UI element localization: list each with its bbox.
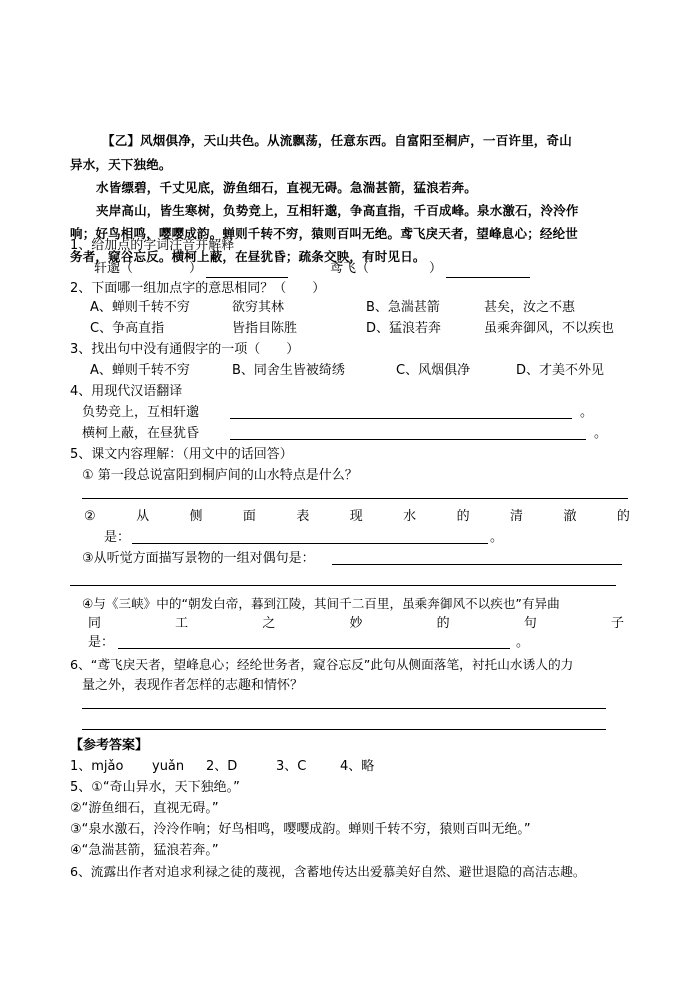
q5-item-2-spread — [84, 508, 630, 526]
q2-option-d-compare: 虽乘奔御风，不以疾也 — [484, 321, 615, 336]
passage-line-6: 务者，窥谷忘反。横柯上蔽，在昼犹昏；疏条交映，有时见日。 — [70, 249, 426, 264]
q2-title: 2、下面哪一组加点字的意思相同？（ ） — [70, 281, 326, 296]
q5-item-2-char: 的 — [616, 509, 630, 524]
q1-item-b-close: ） — [429, 261, 443, 276]
q5-item-4-tail: 是： — [88, 635, 115, 650]
q2-option-c[interactable]: C、争高直指 — [90, 321, 165, 336]
q5-item-2-char: 澈 — [563, 509, 577, 524]
q2-option-a-compare: 欲穷其林 — [232, 300, 285, 315]
q6-answer-line-1[interactable] — [82, 708, 606, 709]
answer-3: 3、C — [276, 759, 307, 774]
q5-item-2-char: 水 — [403, 509, 417, 524]
passage-line-2: 异水，天下独绝。 — [70, 157, 172, 172]
q5-item-3-answer-line-b[interactable] — [70, 585, 616, 586]
answer-5-2: ②“游鱼细石，直视无碍。” — [70, 801, 219, 816]
q4-sentence-2: 横柯上蔽，在昼犹昏 — [82, 426, 200, 441]
q5-item-2-char: 现 — [349, 509, 363, 524]
q2-option-c-compare: 皆指目陈胜 — [232, 321, 298, 336]
q4-sentence-1: 负势竞上，互相轩邈 — [82, 405, 200, 420]
q5-item-4-char: 子 — [610, 616, 624, 631]
q2-option-d[interactable]: D、猛浪若奔 — [366, 321, 442, 336]
q5-item-4-char: 妙 — [349, 616, 363, 631]
answer-1-pinyin-b: yuǎn — [152, 759, 185, 774]
q2-option-b-compare: 甚矣，汝之不惠 — [484, 300, 576, 315]
q5-item-2-char: 从 — [136, 509, 150, 524]
q3-option-c[interactable]: C、风烟俱净 — [396, 363, 471, 378]
q5-title: 5、课文内容理解：（用文中的话回答） — [70, 447, 293, 462]
q4-answer-line-2[interactable] — [230, 439, 586, 440]
q5-item-2-char: 清 — [510, 509, 524, 524]
q5-item-4: ④与《三峡》中的“朝发白帝，暮到江陵，其间千二百里，虽乘奔御风不以疾也”有异曲 — [82, 596, 560, 611]
q3-option-a[interactable]: A、蝉则千转不穷 — [90, 363, 190, 378]
q5-item-3-answer-line-a[interactable] — [332, 564, 622, 565]
q5-item-4-answer-line[interactable] — [118, 648, 510, 649]
answer-5-4: ④“急湍甚箭，猛浪若奔。” — [70, 843, 219, 858]
q5-item-4-char: 的 — [436, 616, 450, 631]
q5-item-4-spread — [88, 615, 624, 633]
q1-item-a-close: ） — [189, 261, 203, 276]
q1-item-a-answer-line[interactable] — [206, 263, 288, 278]
answers-title: 【参考答案】 — [70, 738, 149, 753]
q3-title: 3、找出句中没有通假字的一项（ ） — [70, 342, 300, 357]
q5-item-2-char: 表 — [296, 509, 310, 524]
q5-item-4-char: 工 — [175, 616, 189, 631]
q5-item-4-char: 同 — [88, 616, 102, 631]
q5-item-2-tail: 是： — [104, 530, 131, 545]
q5-item-4-period: 。 — [516, 635, 530, 650]
answer-4: 4、略 — [340, 759, 375, 774]
answer-5-1: 5、①“奇山异水，天下独绝。” — [70, 780, 240, 795]
q4-period-1: 。 — [580, 405, 594, 420]
q3-option-d[interactable]: D、才美不外见 — [516, 363, 605, 378]
q5-item-2-period: 。 — [490, 530, 504, 545]
q5-item-2-char: 面 — [242, 509, 256, 524]
q1-item-b-answer-line[interactable] — [446, 263, 530, 278]
q4-period-2: 。 — [594, 426, 608, 441]
q5-item-3: ③从听觉方面描写景物的一组对偶句是： — [82, 551, 315, 566]
answer-6: 6、流露出作者对追求利禄之徒的蔑视，含蓄地传达出爱慕美好自然、避世退隐的高洁志趣。 — [70, 864, 586, 879]
q4-answer-line-1[interactable] — [230, 418, 572, 419]
q5-item-2-char: ② — [84, 509, 96, 524]
passage-line-5: 响；好鸟相鸣，嘤嘤成韵。蝉则千转不穷，猿则百叫无绝。鸢飞戾天者，望峰息心；经纶世 — [70, 226, 579, 241]
answer-2: 2、D — [206, 759, 238, 774]
passage-line-4: 夹岸高山，皆生寒树，负势竞上，互相轩邈，争高直指，千百成峰。泉水激石，泠泠作 — [96, 203, 579, 218]
q6-answer-line-2[interactable] — [82, 729, 606, 730]
q5-item-2-char: 侧 — [189, 509, 203, 524]
q5-item-2-answer-line[interactable] — [132, 543, 488, 544]
passage-line-1: 【乙】风烟俱净，天山共色。从流飘荡，任意东西。自富阳至桐庐，一百许里，奇山 — [102, 133, 572, 148]
q5-item-1: ① 第一段总说富阳到桐庐间的山水特点是什么？ — [82, 468, 358, 483]
q2-option-b[interactable]: B、急湍甚箭 — [366, 300, 440, 315]
q5-item-2-char: 的 — [456, 509, 470, 524]
q6-line-1: 6、“鸢飞戾天者，望峰息心；经纶世务者，窥谷忘反”此句从侧面落笔，衬托山水诱人的力 — [70, 657, 574, 672]
q1-item-b — [330, 260, 530, 278]
passage-line-3: 水皆缥碧，千丈见底，游鱼细石，直视无碍。急湍甚箭，猛浪若奔。 — [96, 180, 478, 195]
q5-item-4-char: 句 — [523, 616, 537, 631]
q2-option-a[interactable]: A、蝉则千转不穷 — [90, 300, 190, 315]
q1-item-a-label: 轩邈（ — [94, 261, 134, 276]
q5-item-1-answer-line[interactable] — [82, 498, 628, 499]
answer-5-3: ③“泉水激石，泠泠作响；好鸟相鸣，嘤嘤成韵。蝉则千转不穷，猿则百叫无绝。” — [70, 822, 531, 837]
answer-1-pinyin-a: 1、mjǎo — [70, 759, 124, 774]
q3-option-b[interactable]: B、同舍生皆被绮绣 — [232, 363, 345, 378]
q6-line-2: 量之外，表现作者怎样的志趣和情怀？ — [82, 678, 304, 693]
q5-item-4-char: 之 — [262, 616, 276, 631]
q4-title: 4、用现代汉语翻译 — [70, 384, 183, 399]
q1-item-a — [94, 260, 288, 278]
q1-title: 1、给加点的字词注音并解释 — [70, 238, 235, 253]
q1-item-b-label: 鸢飞（ — [330, 261, 370, 276]
